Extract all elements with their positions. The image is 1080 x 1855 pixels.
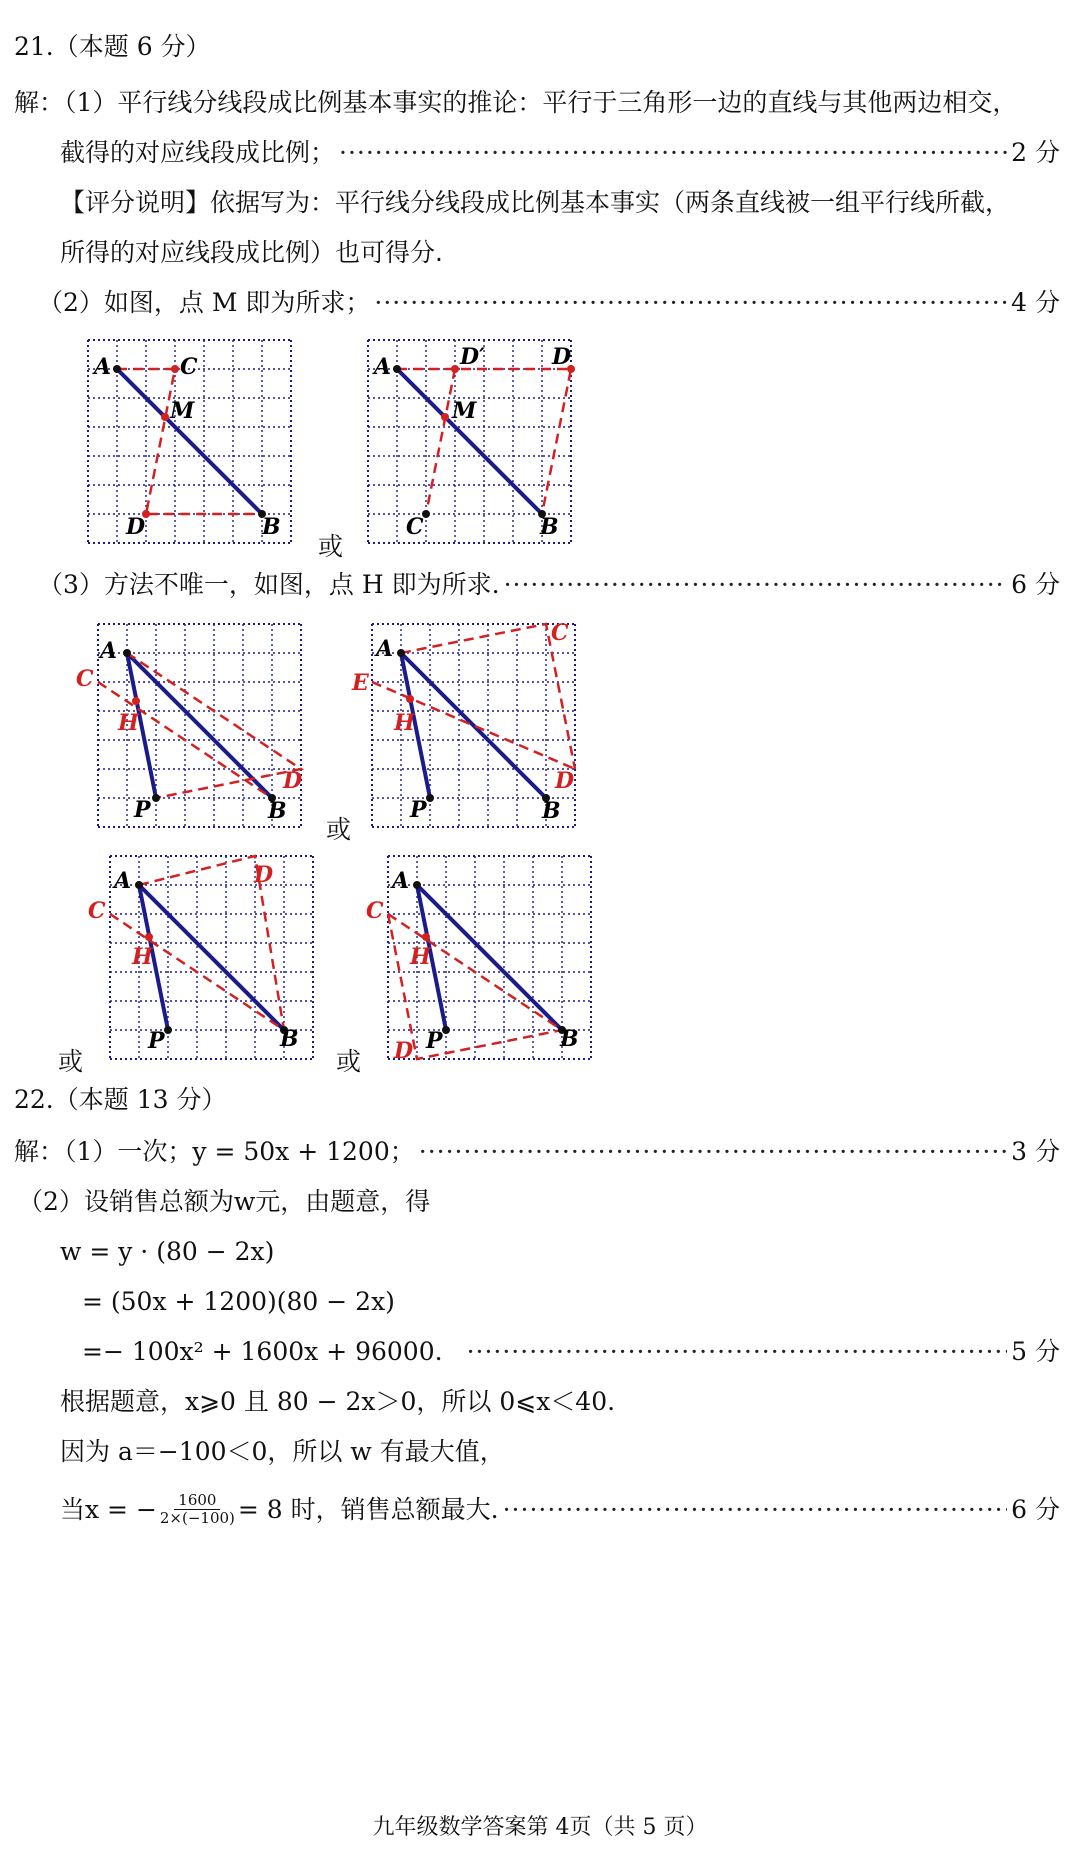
label-b: B (542, 798, 561, 824)
label-h: H (118, 710, 139, 736)
label-c: C (180, 354, 198, 380)
label-m: M (170, 398, 195, 424)
q22-equation-3-line (82, 1335, 1060, 1369)
q21-part1-line1: 解：（1）平行线分线段成比例基本事实的推论：平行于三角形一边的直线与其他两边相交， (14, 88, 1018, 117)
q22-equation-3: =− 100x² + 1600x + 96000. (82, 1337, 443, 1366)
label-b: B (262, 514, 281, 540)
label-p: P (426, 1028, 443, 1054)
q22-condition: 根据题意，x⩾0 且 80 − 2x＞0，所以 0⩽x＜40. (60, 1387, 616, 1416)
point-h (132, 697, 140, 705)
point-m (161, 413, 169, 421)
point-h (422, 933, 430, 941)
leader-dots (467, 1335, 1008, 1369)
label-b: B (280, 1026, 299, 1052)
label-a: A (374, 354, 392, 380)
point-c (171, 365, 179, 373)
label-d: D (126, 514, 146, 540)
label-p: P (134, 797, 151, 823)
point-a (413, 881, 421, 889)
label-a: A (114, 868, 132, 894)
point-a (393, 365, 401, 373)
or-label: 或 (318, 532, 344, 561)
label-c: C (551, 620, 569, 646)
q22-part1-points: 3 分 (1011, 1137, 1060, 1166)
q22-part1-text: 解：（1）一次；y = 50x + 1200； (14, 1137, 415, 1166)
page-footer: 九年级数学答案第 4页（共 5 页） (372, 1815, 708, 1840)
point-p (442, 1026, 450, 1034)
q21-part2-text: （2）如图，点 M 即为所求； (38, 288, 371, 317)
leader-dots (419, 1135, 1007, 1169)
label-m: M (452, 398, 477, 424)
point-a (123, 649, 131, 657)
label-d: D (555, 768, 575, 794)
point-p (426, 794, 434, 802)
leader-dots (339, 136, 1007, 170)
leader-dots (503, 1493, 1008, 1527)
fraction-denominator: 2×(−100) (159, 1509, 235, 1527)
point-p (152, 794, 160, 802)
leader-dots (504, 568, 1008, 602)
figure-5 (80, 848, 340, 1073)
q22-conclusion-points: 6 分 (1011, 1494, 1060, 1524)
figure-4 (348, 612, 608, 840)
label-b: B (560, 1026, 579, 1052)
label-d: D (552, 344, 572, 370)
label-h: H (132, 944, 153, 970)
point-h (145, 933, 153, 941)
label-d: D (283, 768, 303, 794)
label-b: B (540, 514, 559, 540)
point-p (164, 1026, 172, 1034)
q22-equation-2: = (50x + 1200)(80 − 2x) (82, 1287, 395, 1316)
q22-part2-intro: （2）设销售总额为w元，由题意，得 (18, 1187, 431, 1216)
point-a (397, 649, 405, 657)
q21-part3-line (38, 568, 1060, 602)
q22-title: 22.（本题 13 分） (14, 1085, 227, 1114)
dashed-construction-2 (426, 369, 455, 514)
q22-part1-line (14, 1135, 1060, 1169)
point-a (113, 365, 121, 373)
q21-scoring-note-line2: 所得的对应线段成比例）也可得分. (60, 238, 443, 267)
label-c: C (88, 898, 106, 924)
q21-part3-text: （3）方法不唯一，如图，点 H 即为所求. (38, 570, 500, 599)
label-d: D (394, 1038, 414, 1064)
label-c: C (76, 666, 94, 692)
label-a: A (94, 354, 112, 380)
q22-equation-1: w = y · (80 − 2x) (60, 1237, 275, 1266)
segment-ab (127, 653, 272, 798)
label-c: C (406, 514, 424, 540)
label-h: H (410, 944, 431, 970)
label-e: E (352, 670, 369, 696)
point-a (135, 881, 143, 889)
segment-ab (117, 369, 262, 514)
q21-part2-points: 4 分 (1011, 288, 1060, 317)
q21-part1-line2 (60, 136, 1060, 170)
segment-ab (401, 653, 546, 798)
q21-scoring-note-line1: 【评分说明】依据写为：平行线分线段成比例基本事实（两条直线被一组平行线所截， (60, 188, 1011, 217)
label-a: A (100, 638, 118, 664)
q22-equation-3-points: 5 分 (1011, 1337, 1060, 1366)
label-d-prime: D′ (460, 344, 485, 370)
label-h: H (394, 710, 415, 736)
or-label: 或 (336, 1047, 362, 1076)
q21-part2-line (38, 286, 1060, 320)
q22-when-suffix: = 8 时，销售总额最大. (237, 1494, 499, 1524)
figure-1 (80, 330, 300, 550)
figure-3 (70, 612, 330, 840)
point-d-prime (451, 365, 459, 373)
point-m (441, 413, 449, 421)
leader-dots (374, 286, 1007, 320)
segment-ab (397, 369, 542, 514)
figure-2 (360, 330, 580, 550)
q21-title: 21.（本题 6 分） (14, 32, 211, 61)
point-h (406, 695, 414, 703)
q21-part1-points: 2 分 (1011, 138, 1060, 167)
fraction-numerator: 1600 (174, 1492, 220, 1510)
q22-because: 因为 a＝−100＜0，所以 w 有最大值， (60, 1437, 505, 1466)
label-a: A (376, 636, 394, 662)
q21-part1-text: 截得的对应线段成比例； (60, 138, 336, 167)
figure-6 (358, 848, 618, 1073)
label-a: A (392, 868, 410, 894)
q22-conclusion-line (60, 1492, 1060, 1527)
q21-part3-points: 6 分 (1011, 570, 1060, 599)
or-label: 或 (326, 815, 352, 844)
label-c: C (366, 898, 384, 924)
segment-ab (417, 885, 562, 1030)
label-d: D (254, 862, 274, 888)
or-label: 或 (58, 1047, 84, 1076)
segment-ab (139, 885, 284, 1030)
label-p: P (410, 797, 427, 823)
label-p: P (148, 1028, 165, 1054)
label-b: B (268, 798, 287, 824)
q22-fraction (160, 1492, 235, 1527)
q22-when-prefix: 当x = − (60, 1494, 157, 1524)
